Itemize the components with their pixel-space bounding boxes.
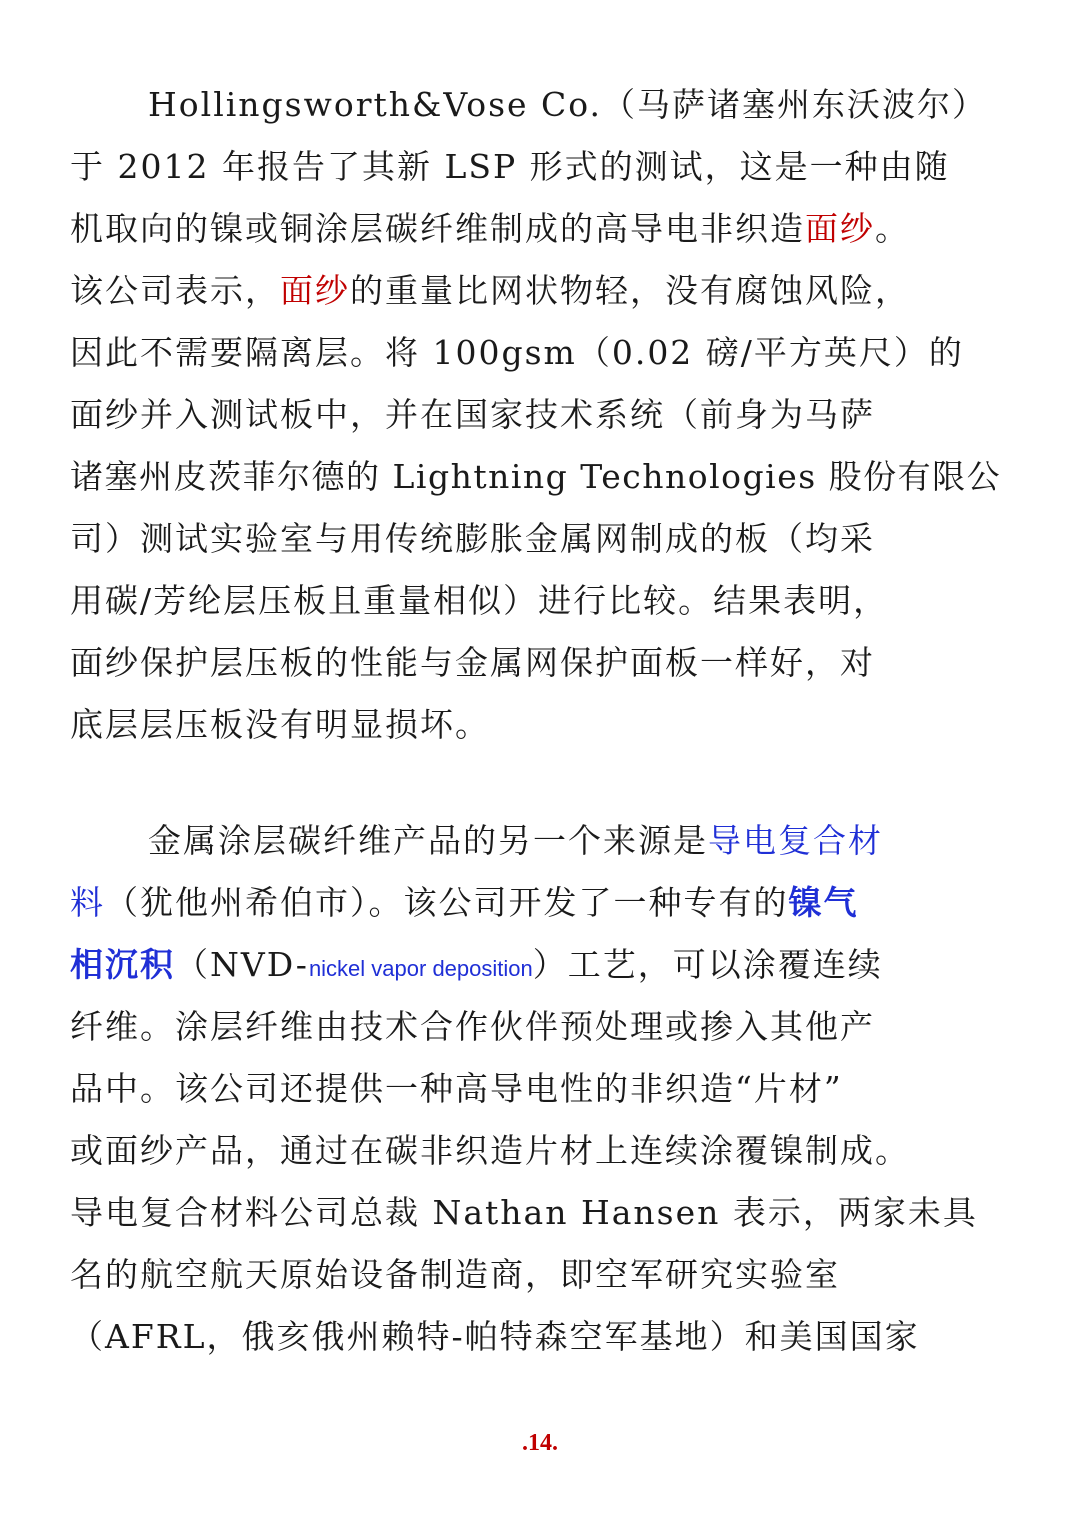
text-line <box>70 322 1015 384</box>
text-span: 的重量比网状物轻，没有腐蚀风险， <box>350 271 910 310</box>
text-span: 该公司表示， <box>70 271 280 310</box>
text-line <box>70 198 1015 260</box>
highlight-term-nvd: 相沉积 <box>70 945 175 984</box>
text-span: （NVD- <box>175 945 309 984</box>
text-line <box>70 1244 1015 1306</box>
page-number: .14. <box>522 1430 558 1456</box>
paragraph-lsp-test <box>70 74 1015 756</box>
highlight-term-veil: 面纱 <box>805 209 875 248</box>
text-line <box>70 1182 1015 1244</box>
company-link-conductive-composites[interactable]: 导电复合材 <box>708 821 883 860</box>
text-line <box>70 1306 1015 1368</box>
text-line <box>70 1120 1015 1182</box>
highlight-term-english: nickel vapor deposition <box>308 956 533 981</box>
paragraph-conductive-composites <box>70 810 1015 1368</box>
text-span: 用碳/芳纶层压板且重量相似）进行比较。结果表明， <box>70 581 889 620</box>
company-link-conductive-composites[interactable]: 料 <box>70 883 105 922</box>
text-line <box>70 74 1015 136</box>
text-span: 于 2012 年报告了其新 LSP 形式的测试，这是一种由随 <box>70 147 950 186</box>
text-span: 品中。该公司还提供一种高导电性的非织造“片材” <box>70 1069 843 1108</box>
text-line <box>70 136 1015 198</box>
highlight-term-veil: 面纱 <box>280 271 350 310</box>
text-span: 因此不需要隔离层。将 100gsm（0.02 磅/平方英尺）的 <box>70 333 964 372</box>
text-line <box>70 810 1015 872</box>
text-line <box>70 934 1015 996</box>
text-span: ）工艺，可以涂覆连续 <box>532 945 883 984</box>
text-span: 导电复合材料公司总裁 Nathan Hansen 表示，两家未具 <box>70 1193 978 1232</box>
text-line <box>70 1058 1015 1120</box>
text-line <box>70 508 1015 570</box>
text-span: （AFRL，俄亥俄州赖特-帕特森空军基地）和美国国家 <box>70 1317 920 1356</box>
text-line <box>70 446 1015 508</box>
text-span: （犹他州希伯市）。该公司开发了一种专有的 <box>105 883 789 922</box>
text-span: Hollingsworth&Vose Co.（马萨诸塞州东沃波尔） <box>148 85 988 124</box>
highlight-term-nvd: 镍气 <box>788 883 859 922</box>
text-line <box>70 872 1015 934</box>
text-span: 底层层压板没有明显损坏。 <box>70 705 490 744</box>
text-line <box>70 694 1015 756</box>
text-span: 。 <box>875 209 910 248</box>
text-span: 诸塞州皮茨菲尔德的 Lightning Technologies 股份有限公 <box>70 457 1002 496</box>
text-span: 面纱并入测试板中，并在国家技术系统（前身为马萨 <box>70 395 875 434</box>
text-line <box>70 384 1015 446</box>
text-span: 纤维。涂层纤维由技术合作伙伴预处理或掺入其他产 <box>70 1007 875 1046</box>
text-span: 机取向的镍或铜涂层碳纤维制成的高导电非织造 <box>70 209 805 248</box>
text-line <box>70 632 1015 694</box>
text-span: 或面纱产品，通过在碳非织造片材上连续涂覆镍制成。 <box>70 1131 910 1170</box>
text-span: 司）测试实验室与用传统膨胀金属网制成的板（均采 <box>70 519 875 558</box>
text-span: 名的航空航天原始设备制造商，即空军研究实验室 <box>70 1255 840 1294</box>
text-line <box>70 570 1015 632</box>
text-span: 面纱保护层压板的性能与金属网保护面板一样好，对 <box>70 643 875 682</box>
text-line <box>70 996 1015 1058</box>
text-span: 金属涂层碳纤维产品的另一个来源是 <box>148 821 708 860</box>
text-line <box>70 260 1015 322</box>
